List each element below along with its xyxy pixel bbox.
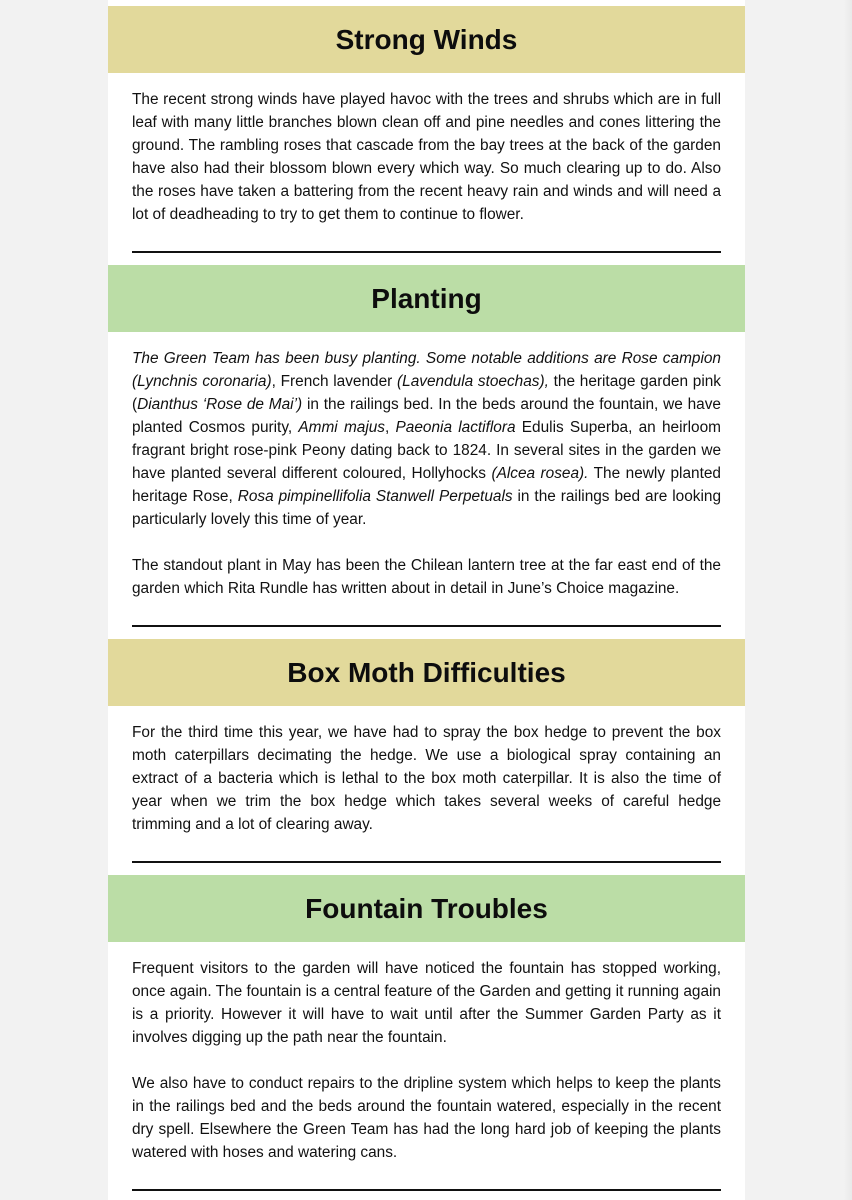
section-strong-winds bbox=[108, 6, 745, 253]
section-planting bbox=[108, 265, 745, 627]
section-body bbox=[108, 957, 745, 1164]
section-title: Planting bbox=[371, 282, 482, 314]
section-divider bbox=[132, 625, 721, 627]
section-header-strong-winds bbox=[108, 6, 745, 73]
section-divider bbox=[132, 861, 721, 863]
text: The newly planted heritage Rose, bbox=[132, 465, 721, 505]
italic-text: Paeonia lactiflora bbox=[395, 419, 516, 436]
window-edge bbox=[844, 0, 852, 1200]
paragraph: Frequent visitors to the garden will have noticed the fountain has stopped working, once again. The fountain is a central feature of the Garden and getting it running again is a priority. However it will have to wait until after the Summer Garden Party as it involves digging up the path near the fountain. bbox=[132, 960, 721, 1046]
italic-text: Rosa pimpinellifolia Stanwell Perpetuals bbox=[237, 488, 513, 505]
text: the heritage garden pink ( bbox=[132, 373, 721, 413]
section-title: Strong Winds bbox=[335, 23, 518, 55]
section-header-fountain bbox=[108, 875, 745, 942]
section-header-planting bbox=[108, 265, 745, 332]
section-divider bbox=[132, 1189, 721, 1191]
text: in the railings bed are looking particularly lovely this time of year. bbox=[132, 488, 721, 528]
section-body bbox=[108, 347, 745, 600]
section-divider bbox=[132, 251, 721, 253]
section-body bbox=[108, 721, 745, 836]
section-body bbox=[108, 88, 745, 226]
section-box-moth bbox=[108, 639, 745, 863]
section-fountain bbox=[108, 875, 745, 1191]
text: in the railings bed. In the beds around the fountain, we have planted Cosmos purity, bbox=[132, 396, 721, 436]
paragraph: For the third time this year, we have had to spray the box hedge to prevent the box moth caterpillars decimating the hedge. We use a biological spray containing an extract of a bacteria which is lethal to the box moth caterpillar. It is also the time of year when we trim the box hedge which takes several weeks of careful hedge trimming and a lot of clearing away. bbox=[132, 724, 721, 833]
italic-text: Dianthus ‘Rose de Mai’) bbox=[137, 396, 303, 413]
text: Edulis Superba, an heirloom fragrant bright rose-pink Peony dating back to 1824. In several sites in the garden we have planted several different coloured, Hollyhocks bbox=[132, 419, 721, 482]
italic-text: (Alcea rosea). bbox=[491, 465, 589, 482]
text: , bbox=[385, 419, 396, 436]
text: , French lavender bbox=[271, 373, 398, 390]
paragraph: The recent strong winds have played havoc with the trees and shrubs which are in full leaf with many little branches blown clean off and pine needles and cones littering the ground. The rambling roses that cascade from the bay trees at the back of the garden have also had their blossom blown every which way. So much clearing up to do. Also the roses have taken a battering from the recent heavy rain and winds and will need a lot of deadheading to try to get them to continue to flower. bbox=[132, 91, 721, 223]
italic-text: Ammi majus bbox=[298, 419, 385, 436]
paragraph: We also have to conduct repairs to the dripline system which helps to keep the plants in the railings bed and the beds around the fountain watered, especially in the recent dry spell. Elsewhere the Green Team has had the long hard job of keeping the plants watered with hoses and watering cans. bbox=[132, 1075, 721, 1161]
section-header-box-moth bbox=[108, 639, 745, 706]
paragraph: The standout plant in May has been the Chilean lantern tree at the far east end of the garden which Rita Rundle has written about in detail in June’s Choice magazine. bbox=[132, 557, 721, 597]
italic-text: (Lavendula stoechas), bbox=[397, 373, 549, 390]
newsletter-page bbox=[108, 0, 745, 1200]
paragraph bbox=[132, 347, 721, 531]
section-title: Fountain Troubles bbox=[305, 892, 548, 924]
italic-text: The Green Team has been busy planting. Some notable additions are Rose campion (Lynchnis coronaria) bbox=[132, 350, 721, 390]
section-title: Box Moth Difficulties bbox=[287, 656, 566, 688]
